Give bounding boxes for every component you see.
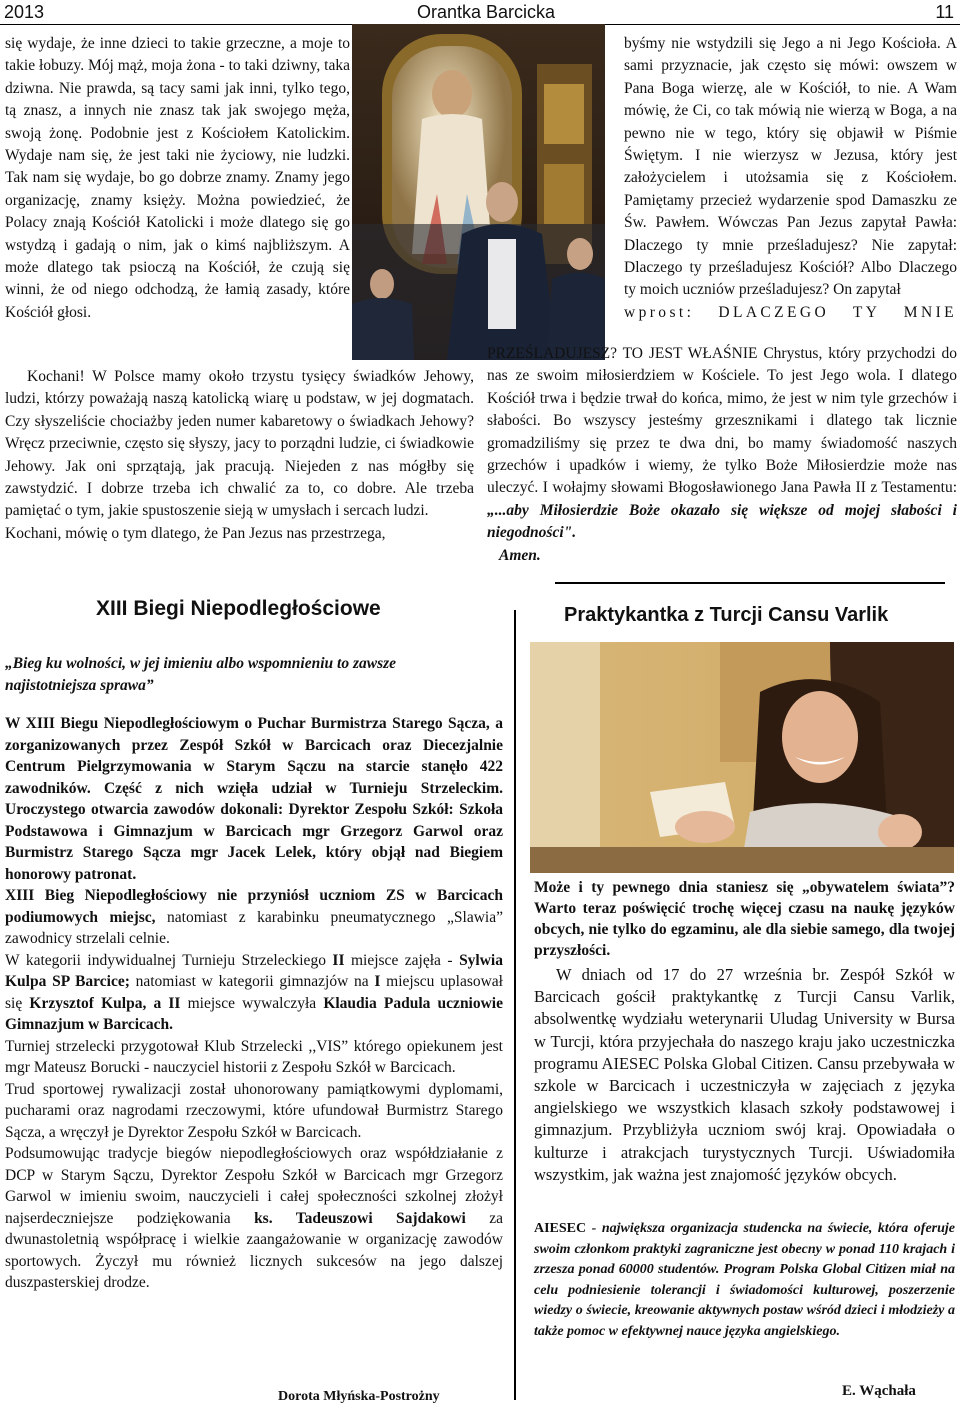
sermon-column-left-wide xyxy=(5,366,474,545)
article-lead: Może i ty pewnego dnia staniesz się „obywatelem świata”? Warto teraz poświęcić trochę więcej czasu na naukę języków obcych, nie tylko do egzaminu, ale dla siebie samego, dla twojej przyszłości. xyxy=(534,879,955,959)
sermon-paragraph: Kochani! W Polsce mamy około trzystu tysięcy świadków Jehowy, ludzi, którzy poważają naszą katolicką wiarę u podstaw, w jej dogmatach. Czy słyszeliście chociażby jeden numer kabaretowy o świadkach Jehowy? Wręcz przeciwnie, często się słyszy, jacy to porządni ludzie, ci świadkowie Jehowy. Jak oni sprzątają, jak pracują. Niejeden z nas mógłby się zawstydzić. I dobrze trzeba ich chwalić za to, co dobre. Ale trzeba pamiętać o tym, jakie spustoszenie sieją w umysłach i sercach ludzi. xyxy=(5,368,474,520)
article-body-praktykantka xyxy=(534,964,955,1186)
sermon-text: PRZEŚLADUJESZ? TO JEST WŁAŚNIE Chrystus, który przychodzi do nas ze swoim miłosierdziem w Kościele. To jest Jego wola. I dlatego Kościół trwa i będzie trwał do końca, mimo, że jest w nim tyle grzechów i słabości. Bo wszyscy jesteśmy grzesznikami i dlatego tak licznie gromadziliśmy się przez te dwa dni, bo mamy świadomość naszych grzechów i upadków i wiemy, że tylko Boże Miłosierdzie może nas uleczyć. I wołajmy słowami Błogosławionego Jana Pawła II z Testamentu: xyxy=(487,345,957,497)
sermon-column-right xyxy=(624,33,957,324)
article-title-praktykantka: Praktykantka z Turcji Cansu Varlik xyxy=(564,604,889,626)
article-paragraph: XIII Bieg Niepodległościowy nie przyniósł uczniom ZS w Barcicach podiumowych miejsc, natomiast z karabinku pneumatycznego „Slawia” zawodnicy strzelali celnie. xyxy=(5,887,503,947)
aiesec-name: AIESEC xyxy=(534,1221,587,1236)
sermon-paragraph xyxy=(487,343,957,545)
cansu-photo xyxy=(530,642,954,873)
sermon-column-left xyxy=(5,33,350,324)
issue-year: 2013 xyxy=(4,2,45,22)
sermon-paragraph: się wydaje, że inne dzieci to takie grzeczne, a moje to takie łobuzy. Mój mąż, moja żona - to taki dziwny, taka dziwna. Nie prawda, są tacy sami jak inni, tylko tego, tą znasz, a innych nie znasz tak jak swojego męża, swoją żonę. Podobnie jest z Kościołem Katolickim. Wydaje nam się, że jest taki nie życiowy, nie ludzki. Tak nam się wydaje, bo go dobrze znamy. Znamy jego organizację, znamy księży. Można powiedzieć, że Polacy znają Kościół Katolicki i może dlatego się go wstydzą i gadają o nim, jak o kimś najbliższym. A może dlatego tak psioczą na Kościół, że czują się winni, że od niego odchodzą, że łamią zasady, które Kościół głosi. xyxy=(5,35,350,321)
column-divider xyxy=(514,610,516,1400)
article-title-biegi: XIII Biegi Niepodległościowe xyxy=(96,597,381,620)
article-author-biegi: Dorota Młyńska-Postrożny xyxy=(278,1389,440,1404)
article-motto: „Bieg ku wolności, w jej imieniu albo wspomnieniu to zawsze najistotniejsza sprawa” xyxy=(5,655,397,695)
article-body-biegi xyxy=(5,713,503,1294)
article-paragraph: W dniach od 17 do 27 września br. Zespół Szkół w Barcicach gościł praktykantkę z Turcji Cansu Varlik, absolwentkę wydziału weterynarii Uludag University w Bursa w Turcji, która przyjechała do naszego kraju jako uczestniczka programu AIESEC Polska Global Citizen. Cansu przebywała w szkole w Barcicach i uczestniczyła w zajęciach z języka angielskiego we wszystkich klasach szkoły podstawowej i gimnazjum. Przybliżyła uczniom swój kraj. Opowiadała o kulturze i atrakcjach turystycznych Turcji. Uświadomiła wszystkim, jak ważna jest znajomość języków obcych. xyxy=(534,965,955,1184)
church-photo xyxy=(352,24,605,360)
article-paragraph: Podsumowując tradycje biegów niepodległościowych oraz współdziałanie z DCP w Starym Sączu, Dyrektor Zespołu Szkół w Barcicach mgr Grzegorz Garwol w imieniu swoim, nauczycieli i całej społeczności szkolnej złożył najserdeczniejsze podziękowania ks. Tadeuszowi Sajdakowi za dwunastoletnią współpracę i wielkie zaangażowanie w organizację zawodów sportowych. Życzył mu również licznych sukcesów na jego dalszej duszpasterskiej drodze. xyxy=(5,1145,504,1291)
sermon-spaced-line: wprost: DLACZEGO TY MNIE xyxy=(624,303,957,321)
testament-quote: „...aby Miłosierdzie Boże okazało się większe od mojej słabości i niegodności". xyxy=(487,501,957,542)
sermon-paragraph: Kochani, mówię o tym dlatego, że Pan Jezus nas przestrzega, xyxy=(5,524,386,542)
article-paragraph: Turniej strzelecki przygotował Klub Strzelecki ,,VIS” którego opiekunem jest mgr Mateusz Borucki - nauczyciel historii z Zespołu Szkół w Barcicach. xyxy=(5,1037,503,1076)
article-paragraph: W XIII Biegu Niepodległościowym o Puchar Burmistrza Starego Sącza, a zorganizowanych przez Zespół Szkół w Barcicach oraz Diecezjalnie Centrum Pielgrzymowania w Starym Sączu na starcie stanęło 422 zawodników. Część z nich wzięła udział w Turnieju Strzeleckim. Uroczystego otwarcia zawodów dokonali: Dyrektor Zespołu Szkół: Szkoła Podstawowa i Gimnazjum w Barcicach mgr Grzegorz Garwol oraz Burmistrz Starego Sącza mgr Jacek Lelek, który objął nad Biegiem honorowy patronat. xyxy=(5,715,503,883)
sermon-paragraph: byśmy nie wstydzili się Jego a ni Jego Kościoła. A sami przyznacie, jak często się mówi: owszem w Pana Boga wierzę, ale w Kościół, to nie. A Wam mówię, że Ci, co tak mówią nie wierzą w Boga, a na pewno nie w tego, który się objawił w Piśmie Świętym. I nie wierzysz w Jezusa, który jest założycielem i utożsamia się z Kościołem. Pamiętamy przecież wydarzenie spod Damaszku ze Św. Pawłem. Wówczas Pan Jezus zapytał Pawła: Dlaczego ty mnie prześladujesz? Nie zapytał: Dlaczego ty prześladujesz Kościół? Albo Dlaczego ty moich uczniów prześladujesz? On zapytał xyxy=(624,35,957,299)
amen: Amen. xyxy=(499,546,541,564)
sermon-column-right-wide xyxy=(487,343,957,567)
article-author-praktykantka: E. Wąchała xyxy=(842,1383,916,1399)
article-paragraph: Trud sportowej rywalizacji został uhonorowany pamiątkowymi dyplomami, pucharami oraz nagrodami rzeczowymi, które ufundował Burmistrz Starego Sącza, a wręczył je Dyrektor Zespołu Szkół w Barcicach. xyxy=(5,1080,503,1141)
article-paragraph: W kategorii indywidualnej Turnieju Strzeleckiego II miejsce zajęła - Sylwia Kulpa SP Barcice; natomiast w kategorii gimnazjów na I miejscu uplasował się Krzysztof Kulpa, a II miejsce wywalczyła Klaudia Padula uczniowie Gimnazjum w Barcicach. xyxy=(5,951,503,1033)
page-number: 11 xyxy=(935,2,954,22)
magazine-title: Orantka Barcicka xyxy=(417,2,556,22)
aiesec-note: AIESEC - największa organizacja studencka na świecie, która oferuje swoim członkom praktyki zagraniczne jest obecny w ponad 110 krajach i zrzesza ponad 60000 studentów. Program Polska Global Citizen miał na celu podniesienie tolerancji i świadomości kulturowej, poszerzenie wiedzy o świecie, kreowanie aktywnych postaw wśród dzieci i młodzieży a także pomoc w efektywnej nauce języka angielskiego. xyxy=(534,1221,955,1339)
page-header xyxy=(0,0,960,25)
section-divider xyxy=(555,582,945,584)
